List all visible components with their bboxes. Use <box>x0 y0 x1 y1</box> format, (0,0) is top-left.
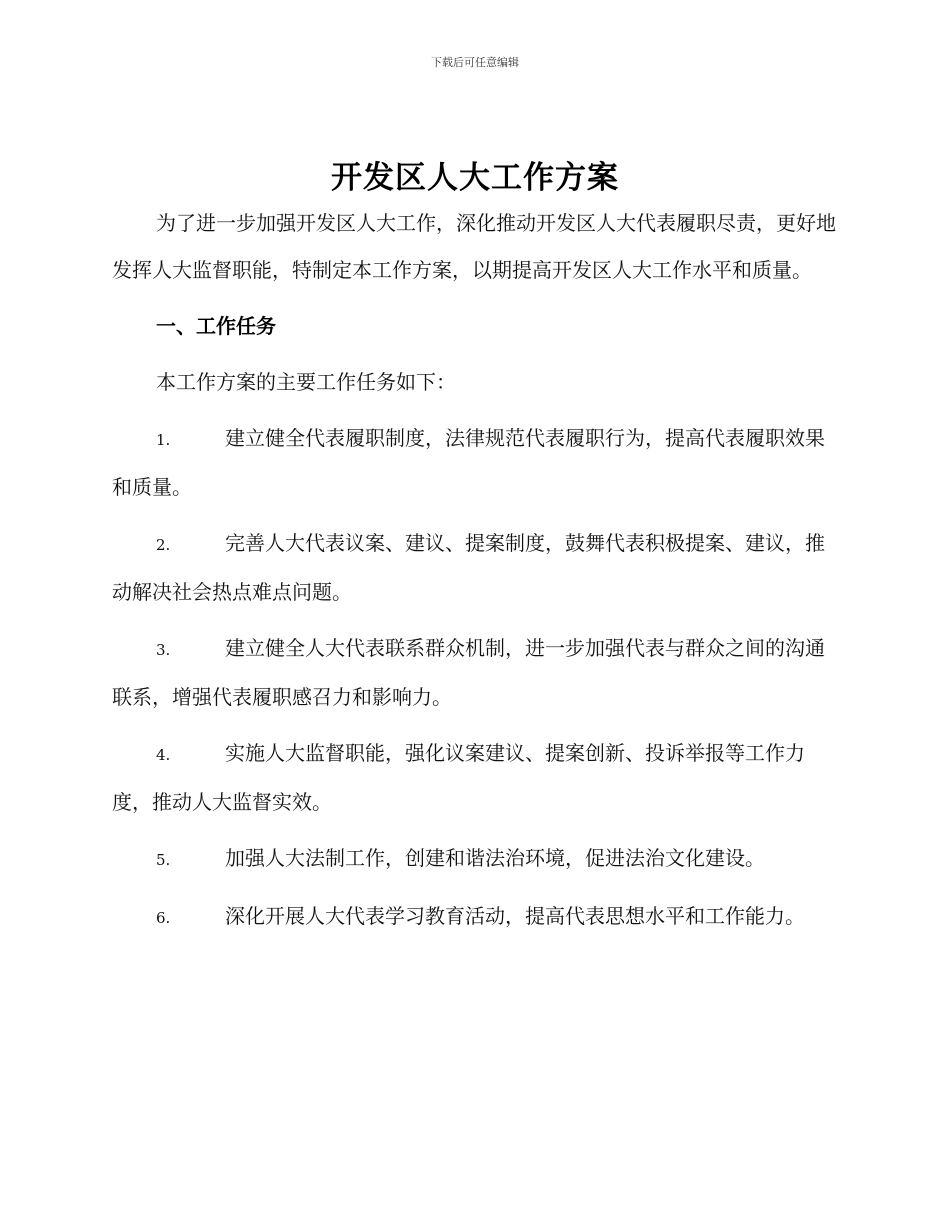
list-number: 3. <box>156 641 171 659</box>
list-item <box>112 625 837 721</box>
document-body <box>112 200 837 951</box>
document-title: 开发区人大工作方案 <box>331 160 619 196</box>
intro-paragraph: 为了进一步加强开发区人大工作，深化推动开发区人大代表履职尽责，更好地发挥人大监督职能，特制定本工作方案，以期提高开发区人大工作水平和质量。 <box>112 211 836 282</box>
section-lead: 本工作方案的主要工作任务如下： <box>156 370 456 394</box>
header-note: 下载后可任意编辑 <box>431 56 519 69</box>
list-number: 1. <box>156 431 171 449</box>
list-item <box>112 835 837 884</box>
list-text: 实施人大监督职能，强化议案建议、提案创新、投诉举报等工作力度，推动人大监督实效。 <box>112 741 805 814</box>
list-text: 完善人大代表议案、建议、提案制度，鼓舞代表积极提案、建议，推动解决社会热点难点问题。 <box>112 531 825 604</box>
list-number: 4. <box>156 746 171 764</box>
list-text: 建立健全代表履职制度，法律规范代表履职行为，提高代表履职效果和质量。 <box>112 426 825 499</box>
list-item <box>112 520 837 616</box>
list-text: 加强人大法制工作，创建和谐法治环境，促进法治文化建设。 <box>225 846 765 870</box>
list-text: 深化开展人大代表学习教育活动，提高代表思想水平和工作能力。 <box>225 904 805 928</box>
list-number: 2. <box>156 536 171 554</box>
list-text: 建立健全人大代表联系群众机制，进一步加强代表与群众之间的沟通联系，增强代表履职感召力和影响力。 <box>112 636 825 709</box>
list-number: 5. <box>156 851 171 869</box>
section-heading: 一、工作任务 <box>156 314 276 338</box>
list-item <box>112 730 837 826</box>
list-item <box>112 415 837 511</box>
list-number: 6. <box>156 909 171 927</box>
list-item <box>112 893 837 942</box>
